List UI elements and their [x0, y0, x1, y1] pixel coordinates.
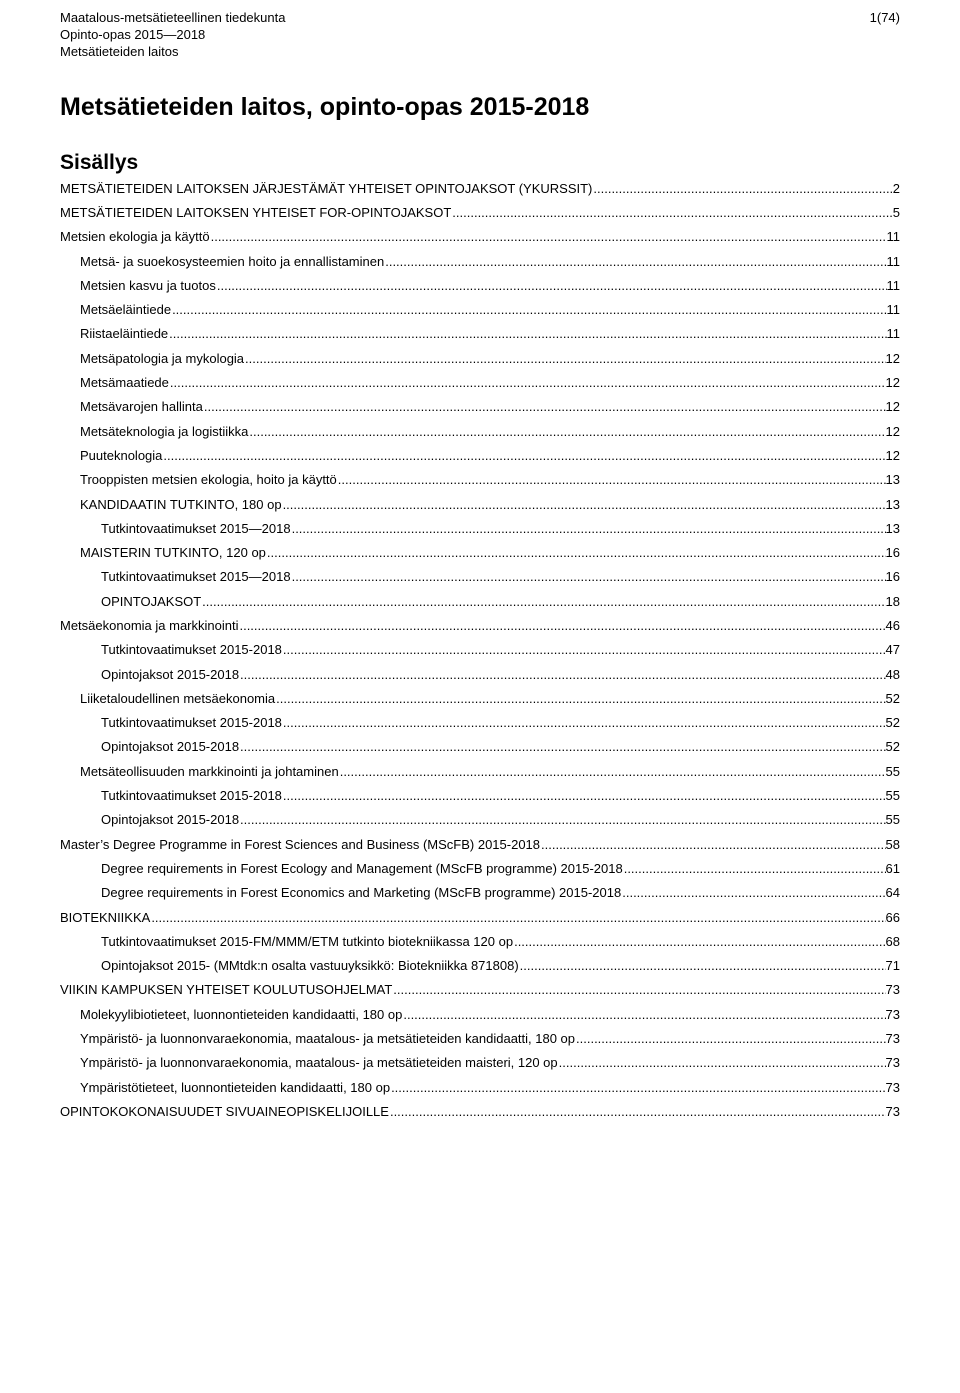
- toc-entry-page: 12: [885, 350, 900, 366]
- toc-entry-page: 11: [886, 326, 900, 342]
- toc-entry-label: METSÄTIETEIDEN LAITOKSEN YHTEISET FOR-OPINTOJAKSOT: [60, 204, 452, 220]
- toc-leader-dots: [267, 545, 886, 560]
- toc-entry[interactable]: [60, 589, 900, 613]
- toc-leader-dots: [249, 424, 885, 439]
- toc-leader-dots: [217, 278, 887, 293]
- toc-entry-label: Opintojaksot 2015-2018: [101, 666, 240, 682]
- toc-entry-label: Metsäeläintiede: [80, 302, 172, 318]
- toc-entry-page: 11: [886, 253, 900, 269]
- toc-entry[interactable]: [60, 735, 900, 759]
- toc-entry-page: 13: [885, 496, 900, 512]
- toc-entry-page: 71: [885, 958, 900, 974]
- toc-leader-dots: [169, 326, 886, 341]
- toc-leader-dots: [239, 618, 885, 633]
- toc-entry-label: Metsäpatologia ja mykologia: [80, 350, 245, 366]
- toc-entry[interactable]: [60, 1002, 900, 1026]
- toc-entry-label: BIOTEKNIIKKA: [60, 909, 151, 925]
- toc-entry-page: 16: [885, 545, 900, 561]
- toc-entry[interactable]: [60, 468, 900, 492]
- toc-entry[interactable]: [60, 759, 900, 783]
- toc-entry-page: 66: [885, 909, 900, 925]
- toc-leader-dots: [514, 934, 885, 949]
- toc-leader-dots: [390, 1104, 886, 1119]
- toc-leader-dots: [283, 715, 886, 730]
- toc-entry-page: 12: [885, 423, 900, 439]
- toc-entry[interactable]: [60, 1099, 900, 1123]
- toc-entry-page: 64: [885, 885, 900, 901]
- toc-leader-dots: [622, 885, 885, 900]
- toc-entry-page: 73: [885, 982, 900, 998]
- toc-entry-page: 2: [892, 180, 900, 196]
- toc-entry[interactable]: [60, 346, 900, 370]
- toc-entry[interactable]: [60, 954, 900, 978]
- toc-entry-label: Opintojaksot 2015- (MMtdk:n osalta vastuuyksikkö: Biotekniikka 871808): [101, 958, 519, 974]
- toc-entry-page: 47: [885, 642, 900, 658]
- toc-entry-label: Ympäristötieteet, luonnontieteiden kandidaatti, 180 op: [80, 1079, 391, 1095]
- toc-entry[interactable]: [60, 565, 900, 589]
- toc-entry-label: Metsien ekologia ja käyttö: [60, 229, 210, 245]
- toc-entry-label: METSÄTIETEIDEN LAITOKSEN JÄRJESTÄMÄT YHTEISET OPINTOJAKSOT (YKURSSIT): [60, 180, 593, 196]
- toc-entry-page: 16: [885, 569, 900, 585]
- toc-entry-page: 52: [885, 715, 900, 731]
- toc-entry-label: Liiketaloudellinen metsäekonomia: [80, 690, 276, 706]
- toc-leader-dots: [283, 642, 886, 657]
- toc-entry-label: Metsämaatiede: [80, 375, 169, 391]
- toc-entry-page: 55: [885, 812, 900, 828]
- toc-entry-label: Ympäristö- ja luonnonvaraekonomia, maatalous- ja metsätieteiden kandidaatti, 180 op: [80, 1031, 576, 1047]
- toc-entry[interactable]: [60, 711, 900, 735]
- toc-leader-dots: [593, 181, 892, 196]
- toc-leader-dots: [204, 399, 886, 414]
- toc-entry-label: Metsien kasvu ja tuotos: [80, 277, 216, 293]
- toc-entry-label: Puuteknologia: [80, 447, 163, 463]
- toc-entry[interactable]: [60, 905, 900, 929]
- toc-entry[interactable]: [60, 297, 900, 321]
- toc-leader-dots: [393, 982, 885, 997]
- toc-entry-page: 73: [885, 1006, 900, 1022]
- toc-entry[interactable]: [60, 856, 900, 880]
- toc-leader-dots: [170, 375, 886, 390]
- toc-leader-dots: [385, 254, 886, 269]
- toc-entry[interactable]: [60, 395, 900, 419]
- toc-entry[interactable]: [60, 783, 900, 807]
- toc-leader-dots: [202, 594, 885, 609]
- toc-leader-dots: [276, 691, 885, 706]
- toc-leader-dots: [240, 812, 885, 827]
- toc-entry-label: Tutkintovaatimukset 2015-2018: [101, 788, 282, 804]
- toc-entry[interactable]: [60, 1075, 900, 1099]
- document-title: Metsätieteiden laitos, opinto-opas 2015-2018: [60, 93, 590, 121]
- toc-entry-page: 73: [885, 1079, 900, 1095]
- toc-entry[interactable]: [60, 443, 900, 467]
- toc-entry[interactable]: [60, 881, 900, 905]
- toc-entry-label: Opintojaksot 2015-2018: [101, 739, 240, 755]
- toc-entry[interactable]: [60, 638, 900, 662]
- toc-leader-dots: [452, 205, 892, 220]
- toc-leader-dots: [292, 569, 886, 584]
- toc-entry-label: VIIKIN KAMPUKSEN YHTEISET KOULUTUSOHJELMAT: [60, 982, 393, 998]
- toc-entry[interactable]: [60, 225, 900, 249]
- toc-leader-dots: [240, 667, 885, 682]
- toc-entry-page: 48: [885, 666, 900, 682]
- toc-entry-page: 13: [885, 472, 900, 488]
- toc-entry[interactable]: [60, 200, 900, 224]
- page-header: [60, 9, 900, 60]
- toc-leader-dots: [338, 472, 886, 487]
- toc-entry-page: 12: [885, 399, 900, 415]
- toc-entry-label: Tutkintovaatimukset 2015-2018: [101, 642, 282, 658]
- toc-entry-page: 55: [885, 788, 900, 804]
- toc-entry-page: 12: [885, 447, 900, 463]
- toc-entry[interactable]: [60, 176, 900, 200]
- toc-entry[interactable]: [60, 322, 900, 346]
- toc-entry-label: Metsä- ja suoekosysteemien hoito ja ennallistaminen: [80, 253, 385, 269]
- toc-entry[interactable]: [60, 492, 900, 516]
- toc-entry[interactable]: [60, 929, 900, 953]
- toc-leader-dots: [292, 521, 886, 536]
- toc-entry-label: Ympäristö- ja luonnonvaraekonomia, maatalous- ja metsätieteiden maisteri, 120 op: [80, 1055, 558, 1071]
- toc-entry[interactable]: [60, 662, 900, 686]
- toc-entry[interactable]: [60, 832, 900, 856]
- toc-leader-dots: [163, 448, 885, 463]
- toc-entry-page: 58: [885, 836, 900, 852]
- toc-entry[interactable]: [60, 686, 900, 710]
- toc-leader-dots: [151, 910, 885, 925]
- toc-entry[interactable]: [60, 1051, 900, 1075]
- toc-entry-label: Molekyylibiotieteet, luonnontieteiden kandidaatti, 180 op: [80, 1006, 403, 1022]
- toc-leader-dots: [403, 1007, 885, 1022]
- toc-entry-label: Metsäteknologia ja logistiikka: [80, 423, 249, 439]
- toc-entry-page: 61: [885, 860, 900, 876]
- toc-entry-label: MAISTERIN TUTKINTO, 120 op: [80, 545, 266, 561]
- toc-leader-dots: [541, 837, 886, 852]
- toc-entry-page: 73: [885, 1103, 900, 1119]
- toc-entry[interactable]: [60, 249, 900, 273]
- toc-entry[interactable]: [60, 516, 900, 540]
- toc-entry-page: 73: [885, 1031, 900, 1047]
- table-of-contents: [60, 176, 900, 1124]
- toc-entry-label: OPINTOJAKSOT: [101, 593, 202, 609]
- toc-entry-label: Tutkintovaatimukset 2015-2018: [101, 715, 282, 731]
- toc-entry-label: KANDIDAATIN TUTKINTO, 180 op: [80, 496, 282, 512]
- toc-entry-page: 5: [892, 204, 900, 220]
- toc-entry-page: 46: [885, 617, 900, 633]
- toc-entry-label: Metsäekonomia ja markkinointi: [60, 617, 239, 633]
- toc-entry[interactable]: [60, 978, 900, 1002]
- toc-leader-dots: [211, 229, 887, 244]
- toc-entry[interactable]: [60, 1026, 900, 1050]
- toc-entry-label: Tutkintovaatimukset 2015—2018: [101, 520, 291, 536]
- toc-entry[interactable]: [60, 273, 900, 297]
- toc-entry-label: Degree requirements in Forest Economics and Marketing (MScFB programme) 2015-2018: [101, 885, 622, 901]
- toc-leader-dots: [240, 739, 885, 754]
- toc-leader-dots: [391, 1080, 885, 1095]
- toc-heading: Sisällys: [60, 151, 139, 174]
- toc-entry-page: 11: [886, 229, 900, 245]
- toc-entry[interactable]: [60, 419, 900, 443]
- toc-entry-page: 52: [885, 690, 900, 706]
- toc-entry-page: 73: [885, 1055, 900, 1071]
- toc-entry[interactable]: [60, 370, 900, 394]
- toc-entry-page: 18: [885, 593, 900, 609]
- toc-entry-label: Tutkintovaatimukset 2015-FM/MMM/ETM tutkinto biotekniikassa 120 op: [101, 933, 514, 949]
- toc-entry-label: Metsävarojen hallinta: [80, 399, 203, 415]
- toc-entry-page: 68: [885, 933, 900, 949]
- toc-entry-page: 55: [885, 763, 900, 779]
- toc-entry-label: Degree requirements in Forest Ecology and Management (MScFB programme) 2015-2018: [101, 860, 623, 876]
- header-department: Metsätieteiden laitos: [60, 44, 179, 59]
- toc-entry-label: Trooppisten metsien ekologia, hoito ja käyttö: [80, 472, 337, 488]
- toc-leader-dots: [245, 351, 885, 366]
- toc-entry-page: 52: [885, 739, 900, 755]
- toc-leader-dots: [283, 497, 886, 512]
- toc-entry-label: Tutkintovaatimukset 2015—2018: [101, 569, 291, 585]
- toc-leader-dots: [520, 958, 886, 973]
- toc-entry-page: 11: [886, 302, 900, 318]
- toc-entry-label: Master’s Degree Programme in Forest Sciences and Business (MScFB) 2015-2018: [60, 836, 541, 852]
- toc-leader-dots: [559, 1055, 886, 1070]
- toc-entry-label: Riistaeläintiede: [80, 326, 169, 342]
- toc-leader-dots: [172, 302, 886, 317]
- header-faculty: Maatalous-metsätieteellinen tiedekunta: [60, 10, 286, 25]
- toc-entry-label: Metsäteollisuuden markkinointi ja johtaminen: [80, 763, 339, 779]
- toc-entry-page: 13: [885, 520, 900, 536]
- toc-entry[interactable]: [60, 613, 900, 637]
- toc-entry-page: 12: [885, 375, 900, 391]
- toc-entry-page: 11: [886, 277, 900, 293]
- toc-entry[interactable]: [60, 808, 900, 832]
- toc-leader-dots: [340, 764, 886, 779]
- toc-leader-dots: [624, 861, 886, 876]
- toc-entry-label: Opintojaksot 2015-2018: [101, 812, 240, 828]
- header-guide: Opinto-opas 2015—2018: [60, 27, 206, 42]
- toc-entry-label: OPINTOKOKONAISUUDET SIVUAINEOPISKELIJOILLE: [60, 1103, 389, 1119]
- toc-leader-dots: [283, 788, 886, 803]
- page-number: 1(74): [869, 10, 900, 25]
- toc-entry[interactable]: [60, 540, 900, 564]
- toc-leader-dots: [576, 1031, 886, 1046]
